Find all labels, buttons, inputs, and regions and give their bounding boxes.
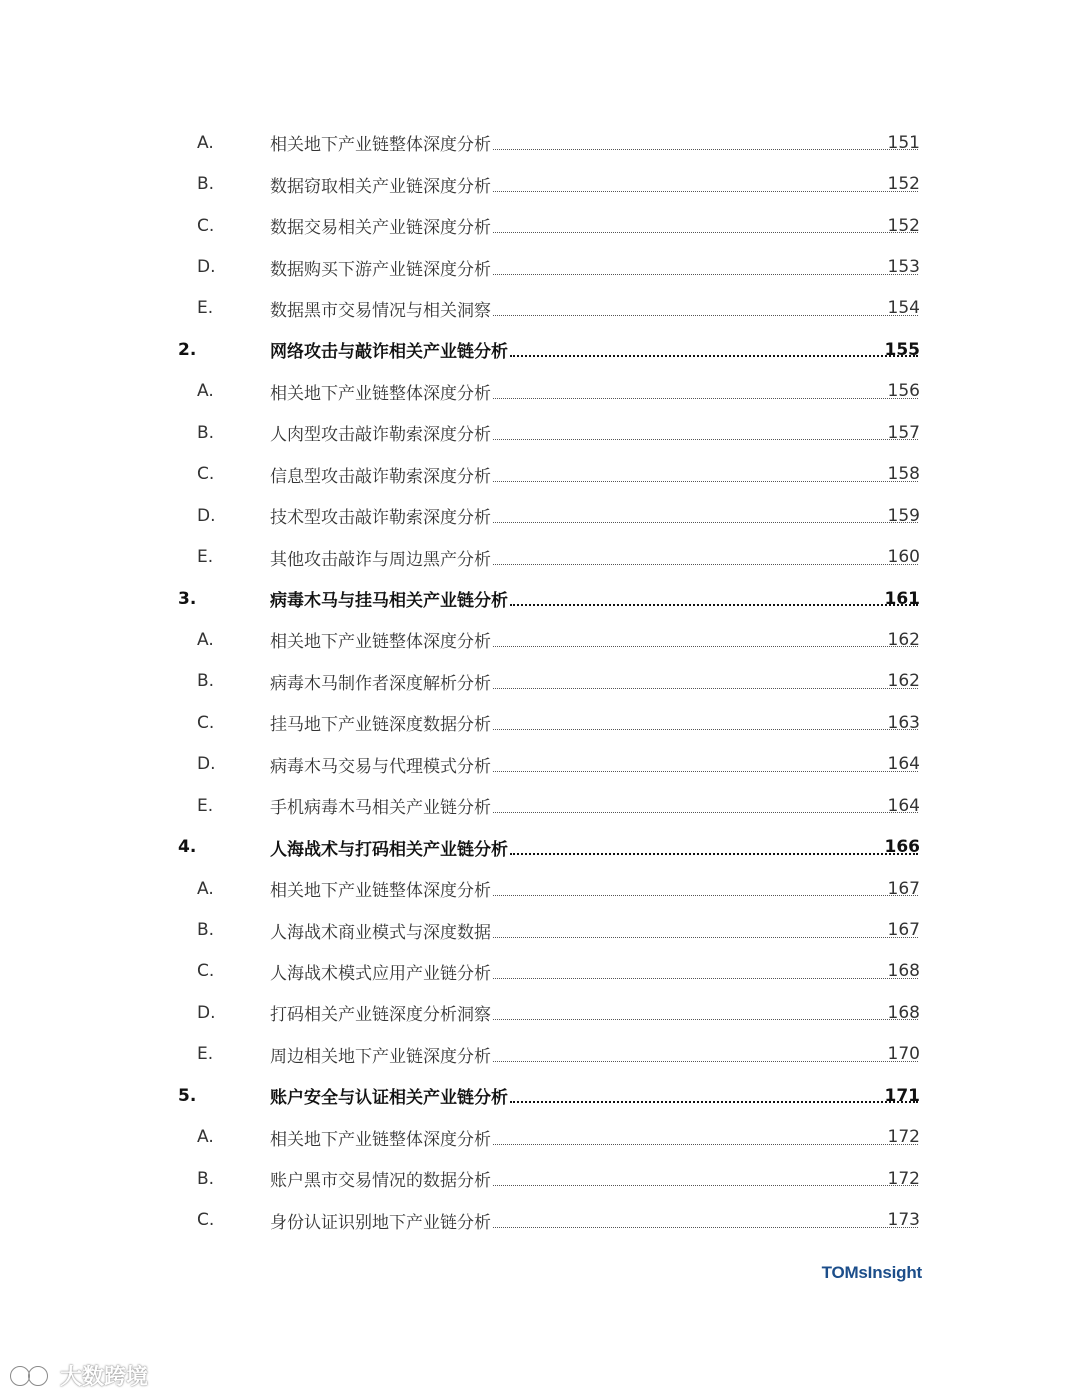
toc-number: B. (197, 422, 215, 443)
toc-number: B. (197, 671, 215, 692)
toc-title-wrap (270, 959, 920, 984)
toc-title: 病毒木马交易与代理模式分析 (270, 756, 491, 777)
toc-title: 数据窃取相关产业链深度分析 (270, 176, 491, 197)
toc-title-wrap (270, 503, 920, 528)
toc-dot-leader (493, 729, 918, 730)
toc-page-number: 172 (887, 1127, 920, 1148)
toc-page-number: 171 (884, 1085, 920, 1106)
toc-dot-leader (493, 522, 918, 523)
table-of-contents (0, 122, 1080, 1241)
toc-dot-leader (493, 1144, 918, 1145)
toc-title-wrap (270, 586, 920, 611)
toc-title-wrap (270, 1083, 920, 1108)
toc-number: A. (197, 381, 214, 402)
toc-title-wrap (270, 130, 920, 155)
toc-number: E. (197, 795, 214, 816)
toc-dot-leader (493, 564, 918, 565)
toc-page-number: 162 (887, 629, 920, 650)
toc-dot-leader (510, 853, 918, 855)
toc-dot-leader (493, 149, 918, 150)
toc-title: 账户安全与认证相关产业链分析 (270, 1088, 508, 1109)
toc-title: 数据购买下游产业链深度分析 (270, 259, 491, 280)
toc-dot-leader (493, 895, 918, 896)
toc-subsection-row[interactable] (0, 454, 1080, 495)
toc-title: 数据交易相关产业链深度分析 (270, 218, 491, 239)
toc-page-number: 164 (887, 754, 920, 775)
toc-title-wrap (270, 1042, 920, 1067)
toc-number: C. (197, 712, 215, 733)
toc-number: C. (197, 464, 215, 485)
toc-number: A. (197, 1127, 214, 1148)
toc-title: 人海战术与打码相关产业链分析 (270, 839, 508, 860)
toc-title: 账户黑市交易情况的数据分析 (270, 1171, 491, 1192)
toc-subsection-row[interactable] (0, 661, 1080, 702)
toc-dot-leader (510, 604, 918, 606)
toc-page-number: 162 (887, 671, 920, 692)
toc-title-wrap (270, 545, 920, 570)
toc-dot-leader (493, 191, 918, 192)
toc-subsection-row[interactable] (0, 619, 1080, 660)
toc-title: 人海战术商业模式与深度数据 (270, 922, 491, 943)
toc-dot-leader (493, 315, 918, 316)
toc-dot-leader (493, 1227, 918, 1228)
toc-number: B. (197, 174, 215, 195)
toc-page-number: 157 (887, 422, 920, 443)
toc-title: 人肉型攻击敲诈勒索深度分析 (270, 425, 491, 446)
toc-subsection-row[interactable] (0, 246, 1080, 287)
toc-section-row[interactable] (0, 826, 1080, 867)
toc-page-number: 168 (887, 961, 920, 982)
toc-title-wrap (270, 172, 920, 197)
toc-title: 相关地下产业链整体深度分析 (270, 632, 491, 653)
toc-title: 相关地下产业链整体深度分析 (270, 135, 491, 156)
toc-subsection-row[interactable] (0, 371, 1080, 412)
toc-page-number: 152 (887, 174, 920, 195)
toc-number: A. (197, 629, 214, 650)
toc-dot-leader (493, 937, 918, 938)
toc-title: 相关地下产业链整体深度分析 (270, 1129, 491, 1150)
toc-number: A. (197, 878, 214, 899)
toc-title: 技术型攻击敲诈勒索深度分析 (270, 508, 491, 529)
toc-subsection-row[interactable] (0, 992, 1080, 1033)
toc-subsection-row[interactable] (0, 122, 1080, 163)
toc-subsection-row[interactable] (0, 909, 1080, 950)
toc-dot-leader (493, 1019, 918, 1020)
toc-number: A. (197, 132, 214, 153)
toc-title: 身份认证识别地下产业链分析 (270, 1212, 491, 1233)
toc-title-wrap (270, 710, 920, 735)
toc-page-number: 154 (887, 298, 920, 319)
toc-title-wrap (270, 1208, 920, 1233)
toc-dot-leader (493, 481, 918, 482)
toc-number: D. (197, 1002, 216, 1023)
toc-subsection-row[interactable] (0, 702, 1080, 743)
toc-subsection-row[interactable] (0, 536, 1080, 577)
toc-dot-leader (493, 812, 918, 813)
toc-page-number: 168 (887, 1002, 920, 1023)
toc-subsection-row[interactable] (0, 412, 1080, 453)
toc-page-number: 166 (884, 837, 920, 858)
toc-title: 病毒木马与挂马相关产业链分析 (270, 591, 508, 612)
toc-title: 周边相关地下产业链深度分析 (270, 1046, 491, 1067)
toc-page-number: 163 (887, 712, 920, 733)
toc-dot-leader (493, 646, 918, 647)
watermark-text: 大数跨境 (60, 1365, 149, 1390)
toc-number: E. (197, 547, 214, 568)
toc-title: 数据黑市交易情况与相关洞察 (270, 300, 491, 321)
toc-subsection-row[interactable] (0, 1117, 1080, 1158)
toc-page-number: 152 (887, 215, 920, 236)
toc-title-wrap (270, 296, 920, 321)
toc-section-row[interactable] (0, 1075, 1080, 1116)
toc-subsection-row[interactable] (0, 205, 1080, 246)
toc-page-number: 173 (887, 1210, 920, 1231)
watermark (8, 1360, 148, 1391)
toc-title-wrap (270, 918, 920, 943)
toc-number: D. (197, 754, 216, 775)
toc-title-wrap (270, 379, 920, 404)
toc-title: 网络攻击与敲诈相关产业链分析 (270, 342, 508, 363)
toc-title-wrap (270, 255, 920, 280)
toc-section-row[interactable] (0, 329, 1080, 370)
toc-page-number: 172 (887, 1168, 920, 1189)
toc-subsection-row[interactable] (0, 1199, 1080, 1240)
toc-dot-leader (493, 978, 918, 979)
toc-page-number: 167 (887, 920, 920, 941)
toc-title-wrap (270, 876, 920, 901)
toc-title: 打码相关产业链深度分析洞察 (270, 1005, 491, 1026)
toc-title: 信息型攻击敲诈勒索深度分析 (270, 466, 491, 487)
toc-title: 相关地下产业链整体深度分析 (270, 881, 491, 902)
brand-logo: TOMsInsight (821, 1263, 922, 1282)
toc-dot-leader (493, 398, 918, 399)
toc-page-number: 167 (887, 878, 920, 899)
toc-page-number: 151 (887, 132, 920, 153)
toc-number: E. (197, 1044, 214, 1065)
toc-title: 相关地下产业链整体深度分析 (270, 383, 491, 404)
toc-title-wrap (270, 337, 920, 362)
toc-page-number: 170 (887, 1044, 920, 1065)
toc-dot-leader (493, 1061, 918, 1062)
toc-title-wrap (270, 627, 920, 652)
toc-page-number: 158 (887, 464, 920, 485)
toc-number: D. (197, 257, 216, 278)
toc-dot-leader (493, 439, 918, 440)
toc-number: 5. (178, 1085, 197, 1106)
toc-page-number: 160 (887, 547, 920, 568)
toc-number: C. (197, 215, 215, 236)
toc-subsection-row[interactable] (0, 1158, 1080, 1199)
toc-subsection-row[interactable] (0, 744, 1080, 785)
toc-subsection-row[interactable] (0, 288, 1080, 329)
toc-title: 手机病毒木马相关产业链分析 (270, 798, 491, 819)
toc-subsection-row[interactable] (0, 495, 1080, 536)
watermark-logo-icon (8, 1363, 54, 1389)
toc-dot-leader (493, 232, 918, 233)
toc-page-number: 155 (884, 339, 920, 360)
toc-dot-leader (510, 355, 918, 357)
toc-number: 3. (178, 588, 197, 609)
toc-title: 病毒木马制作者深度解析分析 (270, 673, 491, 694)
toc-page-number: 161 (884, 588, 920, 609)
toc-page-number: 156 (887, 381, 920, 402)
toc-page-number: 159 (887, 505, 920, 526)
toc-dot-leader (493, 1185, 918, 1186)
toc-dot-leader (493, 688, 918, 689)
toc-dot-leader (510, 1101, 918, 1103)
toc-title-wrap (270, 420, 920, 445)
toc-subsection-row[interactable] (0, 785, 1080, 826)
toc-number: 2. (178, 339, 197, 360)
toc-subsection-row[interactable] (0, 1034, 1080, 1075)
toc-title-wrap (270, 793, 920, 818)
toc-subsection-row[interactable] (0, 868, 1080, 909)
toc-number: E. (197, 298, 214, 319)
toc-title: 挂马地下产业链深度数据分析 (270, 715, 491, 736)
toc-title-wrap (270, 1000, 920, 1025)
toc-dot-leader (493, 771, 918, 772)
toc-number: C. (197, 1210, 215, 1231)
toc-title-wrap (270, 835, 920, 860)
toc-number: 4. (178, 837, 197, 858)
toc-dot-leader (493, 274, 918, 275)
toc-title-wrap (270, 462, 920, 487)
toc-title-wrap (270, 1166, 920, 1191)
toc-title-wrap (270, 1125, 920, 1150)
toc-page-number: 153 (887, 257, 920, 278)
toc-number: C. (197, 961, 215, 982)
toc-section-row[interactable] (0, 578, 1080, 619)
toc-title: 其他攻击敲诈与周边黑产分析 (270, 549, 491, 570)
toc-title: 人海战术模式应用产业链分析 (270, 963, 491, 984)
toc-title-wrap (270, 669, 920, 694)
toc-page-number: 164 (887, 795, 920, 816)
toc-title-wrap (270, 213, 920, 238)
toc-number: B. (197, 1168, 215, 1189)
toc-number: D. (197, 505, 216, 526)
toc-title-wrap (270, 752, 920, 777)
toc-subsection-row[interactable] (0, 951, 1080, 992)
toc-subsection-row[interactable] (0, 163, 1080, 204)
toc-number: B. (197, 920, 215, 941)
